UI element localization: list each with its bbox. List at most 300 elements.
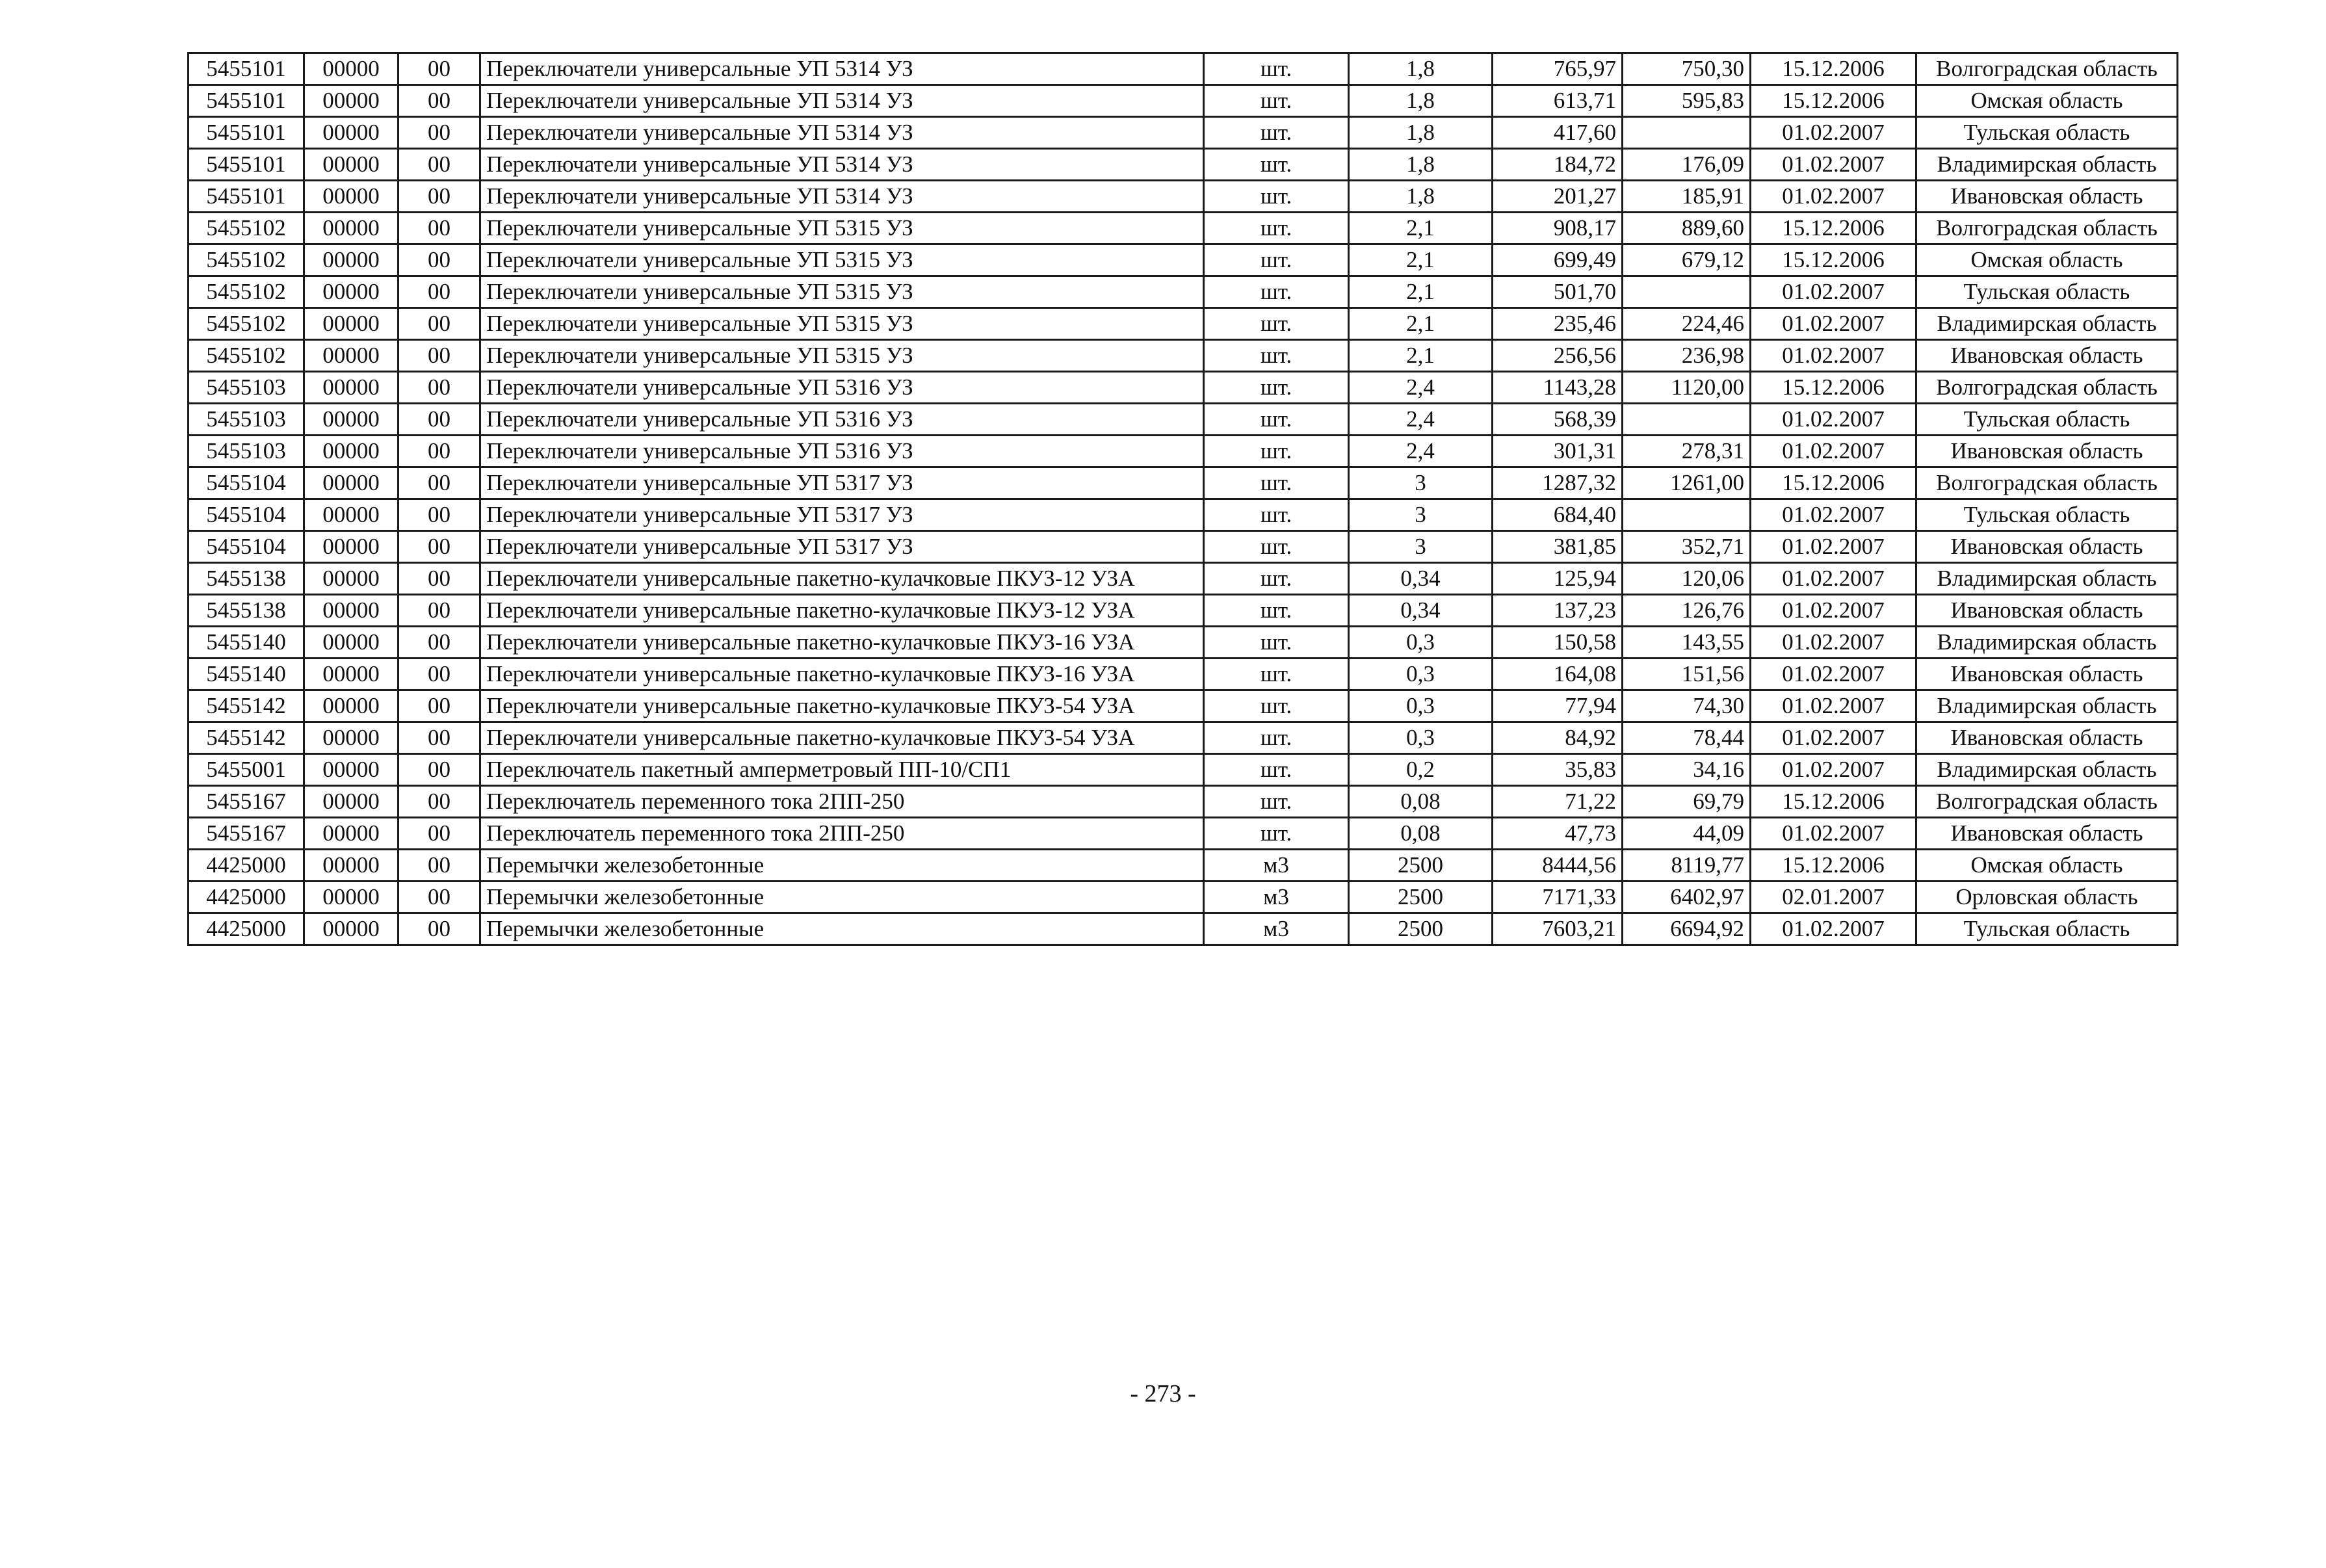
cell-sub-code-2: 00 (399, 213, 480, 244)
cell-item-code: 5455101 (189, 85, 304, 117)
cell-item-name: Переключатели универсальные пакетно-кулачковые ПКУЗ-54 УЗА (480, 690, 1204, 722)
table-row (189, 276, 2178, 308)
cell-sub-code: 00000 (304, 181, 399, 213)
cell-price-without-vat: 352,71 (1623, 531, 1751, 563)
table-row (189, 627, 2178, 659)
cell-date: 01.02.2007 (1751, 436, 1916, 467)
cell-date: 01.02.2007 (1751, 690, 1916, 722)
cell-date: 15.12.2006 (1751, 786, 1916, 818)
cell-item-name: Переключатели универсальные УП 5315 УЗ (480, 276, 1204, 308)
cell-date: 01.02.2007 (1751, 340, 1916, 372)
cell-sub-code-2: 00 (399, 818, 480, 850)
cell-price-with-vat: 164,08 (1493, 659, 1623, 690)
cell-price-without-vat: 185,91 (1623, 181, 1751, 213)
cell-date: 01.02.2007 (1751, 276, 1916, 308)
cell-region: Ивановская область (1916, 531, 2178, 563)
cell-sub-code-2: 00 (399, 404, 480, 436)
cell-quantity: 2500 (1349, 913, 1493, 945)
cell-price-without-vat (1623, 404, 1751, 436)
cell-unit: шт. (1204, 244, 1349, 276)
cell-region: Тульская область (1916, 276, 2178, 308)
cell-price-without-vat: 679,12 (1623, 244, 1751, 276)
cell-price-with-vat: 908,17 (1493, 213, 1623, 244)
cell-item-name: Переключатели универсальные УП 5317 УЗ (480, 531, 1204, 563)
cell-sub-code: 00000 (304, 53, 399, 85)
cell-unit: шт. (1204, 53, 1349, 85)
cell-quantity: 2500 (1349, 850, 1493, 882)
cell-price-without-vat: 236,98 (1623, 340, 1751, 372)
cell-quantity: 2,4 (1349, 404, 1493, 436)
cell-unit: м3 (1204, 850, 1349, 882)
cell-region: Тульская область (1916, 117, 2178, 149)
cell-sub-code-2: 00 (399, 595, 480, 627)
cell-region: Ивановская область (1916, 595, 2178, 627)
cell-date: 01.02.2007 (1751, 404, 1916, 436)
cell-item-name: Переключатели универсальные УП 5316 УЗ (480, 436, 1204, 467)
cell-unit: шт. (1204, 754, 1349, 786)
cell-unit: шт. (1204, 659, 1349, 690)
table-row (189, 149, 2178, 181)
table-row (189, 882, 2178, 913)
cell-item-code: 5455142 (189, 722, 304, 754)
cell-region: Волгоградская область (1916, 786, 2178, 818)
cell-sub-code-2: 00 (399, 659, 480, 690)
cell-item-name: Переключатели универсальные пакетно-кулачковые ПКУЗ-16 УЗА (480, 627, 1204, 659)
cell-quantity: 0,3 (1349, 690, 1493, 722)
cell-date: 02.01.2007 (1751, 882, 1916, 913)
cell-region: Волгоградская область (1916, 372, 2178, 404)
cell-item-code: 5455101 (189, 149, 304, 181)
cell-region: Волгоградская область (1916, 467, 2178, 499)
cell-sub-code-2: 00 (399, 467, 480, 499)
cell-unit: шт. (1204, 818, 1349, 850)
cell-quantity: 1,8 (1349, 53, 1493, 85)
cell-item-name: Переключатели универсальные УП 5316 УЗ (480, 404, 1204, 436)
cell-date: 01.02.2007 (1751, 117, 1916, 149)
cell-price-with-vat: 125,94 (1493, 563, 1623, 595)
cell-price-with-vat: 35,83 (1493, 754, 1623, 786)
table-row (189, 786, 2178, 818)
cell-item-name: Переключатели универсальные УП 5314 УЗ (480, 117, 1204, 149)
cell-item-code: 5455167 (189, 818, 304, 850)
cell-item-name: Переключатели универсальные пакетно-кулачковые ПКУЗ-54 УЗА (480, 722, 1204, 754)
cell-sub-code-2: 00 (399, 436, 480, 467)
cell-price-with-vat: 613,71 (1493, 85, 1623, 117)
cell-item-code: 5455104 (189, 531, 304, 563)
cell-unit: шт. (1204, 85, 1349, 117)
cell-sub-code-2: 00 (399, 850, 480, 882)
price-table (187, 52, 2178, 946)
cell-price-without-vat: 595,83 (1623, 85, 1751, 117)
cell-item-code: 4425000 (189, 850, 304, 882)
cell-item-name: Переключатель переменного тока 2ПП-250 (480, 818, 1204, 850)
cell-item-code: 4425000 (189, 882, 304, 913)
cell-price-without-vat (1623, 276, 1751, 308)
cell-region: Омская область (1916, 244, 2178, 276)
table-row (189, 53, 2178, 85)
cell-date: 01.02.2007 (1751, 913, 1916, 945)
cell-region: Ивановская область (1916, 818, 2178, 850)
table-row (189, 563, 2178, 595)
cell-quantity: 0,2 (1349, 754, 1493, 786)
cell-date: 01.02.2007 (1751, 722, 1916, 754)
cell-sub-code: 00000 (304, 499, 399, 531)
cell-date: 15.12.2006 (1751, 372, 1916, 404)
cell-item-name: Перемычки железобетонные (480, 882, 1204, 913)
cell-item-name: Переключатели универсальные УП 5315 УЗ (480, 308, 1204, 340)
table-row (189, 467, 2178, 499)
cell-date: 15.12.2006 (1751, 244, 1916, 276)
cell-sub-code-2: 00 (399, 181, 480, 213)
cell-price-with-vat: 84,92 (1493, 722, 1623, 754)
cell-item-code: 5455103 (189, 436, 304, 467)
cell-unit: шт. (1204, 563, 1349, 595)
table-row (189, 436, 2178, 467)
cell-sub-code: 00000 (304, 340, 399, 372)
cell-item-name: Переключатели универсальные УП 5316 УЗ (480, 372, 1204, 404)
cell-price-without-vat: 44,09 (1623, 818, 1751, 850)
cell-sub-code: 00000 (304, 276, 399, 308)
cell-item-name: Переключатели универсальные пакетно-кулачковые ПКУЗ-12 УЗА (480, 595, 1204, 627)
cell-sub-code-2: 00 (399, 563, 480, 595)
table-row (189, 690, 2178, 722)
cell-item-code: 5455102 (189, 276, 304, 308)
cell-sub-code: 00000 (304, 149, 399, 181)
cell-price-with-vat: 235,46 (1493, 308, 1623, 340)
cell-region: Волгоградская область (1916, 213, 2178, 244)
table-row (189, 404, 2178, 436)
cell-sub-code: 00000 (304, 244, 399, 276)
cell-price-without-vat: 8119,77 (1623, 850, 1751, 882)
cell-price-without-vat: 889,60 (1623, 213, 1751, 244)
cell-item-name: Переключатели универсальные УП 5315 УЗ (480, 213, 1204, 244)
cell-item-name: Переключатели универсальные УП 5314 УЗ (480, 149, 1204, 181)
table-row (189, 722, 2178, 754)
cell-sub-code: 00000 (304, 117, 399, 149)
cell-item-code: 5455101 (189, 181, 304, 213)
cell-unit: м3 (1204, 913, 1349, 945)
cell-item-code: 5455102 (189, 213, 304, 244)
table-row (189, 531, 2178, 563)
table-row (189, 117, 2178, 149)
cell-quantity: 2,4 (1349, 436, 1493, 467)
cell-quantity: 0,3 (1349, 659, 1493, 690)
cell-sub-code-2: 00 (399, 627, 480, 659)
cell-sub-code: 00000 (304, 531, 399, 563)
cell-date: 01.02.2007 (1751, 754, 1916, 786)
cell-unit: шт. (1204, 627, 1349, 659)
cell-price-with-vat: 1287,32 (1493, 467, 1623, 499)
cell-item-code: 5455103 (189, 372, 304, 404)
cell-price-with-vat: 699,49 (1493, 244, 1623, 276)
cell-price-with-vat: 256,56 (1493, 340, 1623, 372)
cell-item-code: 5455102 (189, 244, 304, 276)
cell-date: 01.02.2007 (1751, 659, 1916, 690)
table-row (189, 181, 2178, 213)
cell-region: Тульская область (1916, 913, 2178, 945)
cell-quantity: 0,3 (1349, 722, 1493, 754)
cell-item-name: Перемычки железобетонные (480, 913, 1204, 945)
cell-sub-code: 00000 (304, 659, 399, 690)
cell-region: Владимирская область (1916, 308, 2178, 340)
cell-sub-code: 00000 (304, 213, 399, 244)
cell-unit: шт. (1204, 722, 1349, 754)
cell-price-without-vat: 34,16 (1623, 754, 1751, 786)
cell-price-with-vat: 184,72 (1493, 149, 1623, 181)
cell-region: Владимирская область (1916, 563, 2178, 595)
cell-quantity: 0,08 (1349, 786, 1493, 818)
cell-price-without-vat: 74,30 (1623, 690, 1751, 722)
table-row (189, 499, 2178, 531)
cell-price-without-vat: 1120,00 (1623, 372, 1751, 404)
cell-date: 01.02.2007 (1751, 499, 1916, 531)
table-row (189, 850, 2178, 882)
cell-quantity: 3 (1349, 531, 1493, 563)
cell-sub-code: 00000 (304, 754, 399, 786)
cell-unit: шт. (1204, 308, 1349, 340)
cell-price-without-vat: 6694,92 (1623, 913, 1751, 945)
cell-sub-code: 00000 (304, 690, 399, 722)
cell-sub-code: 00000 (304, 786, 399, 818)
table-row (189, 340, 2178, 372)
cell-date: 01.02.2007 (1751, 627, 1916, 659)
cell-quantity: 2,1 (1349, 244, 1493, 276)
table-row (189, 754, 2178, 786)
cell-price-with-vat: 417,60 (1493, 117, 1623, 149)
cell-sub-code-2: 00 (399, 531, 480, 563)
cell-sub-code: 00000 (304, 850, 399, 882)
cell-sub-code: 00000 (304, 308, 399, 340)
cell-item-name: Переключатели универсальные УП 5315 УЗ (480, 244, 1204, 276)
table-row (189, 913, 2178, 945)
cell-sub-code-2: 00 (399, 308, 480, 340)
cell-item-name: Переключатели универсальные пакетно-кулачковые ПКУЗ-12 УЗА (480, 563, 1204, 595)
cell-price-without-vat (1623, 117, 1751, 149)
cell-item-name: Переключатель пакетный амперметровый ПП-10/СП1 (480, 754, 1204, 786)
table-row (189, 372, 2178, 404)
page-number: - 273 - (1130, 1380, 1196, 1407)
cell-item-code: 5455142 (189, 690, 304, 722)
cell-quantity: 2,1 (1349, 340, 1493, 372)
cell-quantity: 2,1 (1349, 308, 1493, 340)
cell-price-without-vat: 78,44 (1623, 722, 1751, 754)
cell-item-code: 5455138 (189, 563, 304, 595)
cell-region: Ивановская область (1916, 181, 2178, 213)
cell-price-with-vat: 7171,33 (1493, 882, 1623, 913)
cell-region: Омская область (1916, 850, 2178, 882)
cell-price-with-vat: 381,85 (1493, 531, 1623, 563)
cell-date: 15.12.2006 (1751, 850, 1916, 882)
cell-unit: шт. (1204, 117, 1349, 149)
cell-price-without-vat: 1261,00 (1623, 467, 1751, 499)
cell-quantity: 2,4 (1349, 372, 1493, 404)
cell-unit: шт. (1204, 276, 1349, 308)
cell-price-with-vat: 150,58 (1493, 627, 1623, 659)
cell-price-with-vat: 7603,21 (1493, 913, 1623, 945)
cell-sub-code-2: 00 (399, 372, 480, 404)
cell-unit: шт. (1204, 436, 1349, 467)
cell-unit: шт. (1204, 690, 1349, 722)
cell-item-code: 5455103 (189, 404, 304, 436)
cell-item-code: 5455102 (189, 340, 304, 372)
cell-region: Орловская область (1916, 882, 2178, 913)
cell-region: Ивановская область (1916, 436, 2178, 467)
cell-quantity: 2500 (1349, 882, 1493, 913)
cell-item-name: Переключатели универсальные УП 5314 УЗ (480, 53, 1204, 85)
cell-date: 01.02.2007 (1751, 563, 1916, 595)
cell-date: 01.02.2007 (1751, 149, 1916, 181)
cell-item-code: 5455104 (189, 499, 304, 531)
cell-sub-code-2: 00 (399, 754, 480, 786)
cell-sub-code: 00000 (304, 563, 399, 595)
cell-sub-code-2: 00 (399, 499, 480, 531)
cell-item-name: Переключатели универсальные пакетно-кулачковые ПКУЗ-16 УЗА (480, 659, 1204, 690)
cell-sub-code: 00000 (304, 722, 399, 754)
cell-region: Волгоградская область (1916, 53, 2178, 85)
cell-price-without-vat: 151,56 (1623, 659, 1751, 690)
cell-unit: шт. (1204, 372, 1349, 404)
cell-sub-code-2: 00 (399, 85, 480, 117)
cell-sub-code-2: 00 (399, 882, 480, 913)
cell-sub-code-2: 00 (399, 276, 480, 308)
cell-price-without-vat: 224,46 (1623, 308, 1751, 340)
table-row (189, 85, 2178, 117)
cell-unit: шт. (1204, 499, 1349, 531)
cell-sub-code-2: 00 (399, 53, 480, 85)
cell-sub-code: 00000 (304, 404, 399, 436)
cell-date: 15.12.2006 (1751, 213, 1916, 244)
cell-sub-code-2: 00 (399, 149, 480, 181)
table-row (189, 818, 2178, 850)
cell-sub-code: 00000 (304, 818, 399, 850)
cell-region: Владимирская область (1916, 627, 2178, 659)
cell-price-with-vat: 568,39 (1493, 404, 1623, 436)
cell-region: Тульская область (1916, 499, 2178, 531)
cell-item-code: 5455140 (189, 659, 304, 690)
cell-sub-code: 00000 (304, 882, 399, 913)
cell-item-code: 5455104 (189, 467, 304, 499)
cell-quantity: 1,8 (1349, 149, 1493, 181)
cell-date: 01.02.2007 (1751, 595, 1916, 627)
cell-price-without-vat: 69,79 (1623, 786, 1751, 818)
cell-item-name: Переключатели универсальные УП 5315 УЗ (480, 340, 1204, 372)
cell-quantity: 2,1 (1349, 213, 1493, 244)
cell-price-with-vat: 201,27 (1493, 181, 1623, 213)
cell-price-with-vat: 501,70 (1493, 276, 1623, 308)
cell-item-name: Переключатели универсальные УП 5317 УЗ (480, 467, 1204, 499)
cell-sub-code-2: 00 (399, 690, 480, 722)
cell-sub-code-2: 00 (399, 244, 480, 276)
cell-date: 15.12.2006 (1751, 467, 1916, 499)
cell-item-code: 5455167 (189, 786, 304, 818)
cell-price-without-vat: 750,30 (1623, 53, 1751, 85)
cell-unit: м3 (1204, 882, 1349, 913)
cell-price-without-vat: 176,09 (1623, 149, 1751, 181)
cell-price-without-vat: 126,76 (1623, 595, 1751, 627)
table-row (189, 595, 2178, 627)
cell-item-code: 5455101 (189, 53, 304, 85)
cell-price-without-vat: 6402,97 (1623, 882, 1751, 913)
table-row (189, 213, 2178, 244)
cell-price-without-vat: 120,06 (1623, 563, 1751, 595)
cell-price-with-vat: 77,94 (1493, 690, 1623, 722)
cell-price-without-vat: 143,55 (1623, 627, 1751, 659)
cell-unit: шт. (1204, 340, 1349, 372)
cell-region: Владимирская область (1916, 754, 2178, 786)
cell-unit: шт. (1204, 404, 1349, 436)
cell-sub-code-2: 00 (399, 913, 480, 945)
cell-region: Ивановская область (1916, 340, 2178, 372)
cell-item-code: 5455102 (189, 308, 304, 340)
cell-region: Ивановская область (1916, 659, 2178, 690)
cell-date: 15.12.2006 (1751, 53, 1916, 85)
cell-sub-code: 00000 (304, 595, 399, 627)
cell-sub-code-2: 00 (399, 340, 480, 372)
cell-region: Владимирская область (1916, 690, 2178, 722)
table-row (189, 308, 2178, 340)
cell-unit: шт. (1204, 181, 1349, 213)
cell-date: 15.12.2006 (1751, 85, 1916, 117)
cell-price-with-vat: 137,23 (1493, 595, 1623, 627)
cell-quantity: 0,3 (1349, 627, 1493, 659)
cell-unit: шт. (1204, 595, 1349, 627)
cell-date: 01.02.2007 (1751, 181, 1916, 213)
cell-price-with-vat: 301,31 (1493, 436, 1623, 467)
cell-sub-code: 00000 (304, 467, 399, 499)
cell-item-name: Переключатели универсальные УП 5317 УЗ (480, 499, 1204, 531)
cell-quantity: 1,8 (1349, 117, 1493, 149)
cell-price-with-vat: 8444,56 (1493, 850, 1623, 882)
cell-item-code: 4425000 (189, 913, 304, 945)
cell-region: Владимирская область (1916, 149, 2178, 181)
cell-quantity: 2,1 (1349, 276, 1493, 308)
cell-unit: шт. (1204, 149, 1349, 181)
cell-price-without-vat (1623, 499, 1751, 531)
cell-sub-code: 00000 (304, 372, 399, 404)
cell-item-name: Переключатели универсальные УП 5314 УЗ (480, 85, 1204, 117)
cell-price-with-vat: 684,40 (1493, 499, 1623, 531)
cell-sub-code-2: 00 (399, 786, 480, 818)
cell-price-with-vat: 71,22 (1493, 786, 1623, 818)
cell-item-name: Переключатель переменного тока 2ПП-250 (480, 786, 1204, 818)
cell-item-code: 5455101 (189, 117, 304, 149)
cell-quantity: 1,8 (1349, 85, 1493, 117)
cell-sub-code: 00000 (304, 436, 399, 467)
cell-unit: шт. (1204, 467, 1349, 499)
cell-date: 01.02.2007 (1751, 531, 1916, 563)
cell-price-with-vat: 47,73 (1493, 818, 1623, 850)
cell-quantity: 1,8 (1349, 181, 1493, 213)
cell-date: 01.02.2007 (1751, 818, 1916, 850)
cell-date: 01.02.2007 (1751, 308, 1916, 340)
cell-item-code: 5455001 (189, 754, 304, 786)
cell-sub-code: 00000 (304, 627, 399, 659)
cell-item-name: Перемычки железобетонные (480, 850, 1204, 882)
cell-region: Омская область (1916, 85, 2178, 117)
cell-sub-code-2: 00 (399, 722, 480, 754)
cell-quantity: 0,34 (1349, 563, 1493, 595)
table-row (189, 244, 2178, 276)
cell-price-with-vat: 1143,28 (1493, 372, 1623, 404)
cell-sub-code: 00000 (304, 85, 399, 117)
cell-quantity: 0,08 (1349, 818, 1493, 850)
cell-unit: шт. (1204, 531, 1349, 563)
table-body (189, 53, 2178, 945)
cell-quantity: 0,34 (1349, 595, 1493, 627)
cell-sub-code: 00000 (304, 913, 399, 945)
cell-quantity: 3 (1349, 467, 1493, 499)
cell-quantity: 3 (1349, 499, 1493, 531)
